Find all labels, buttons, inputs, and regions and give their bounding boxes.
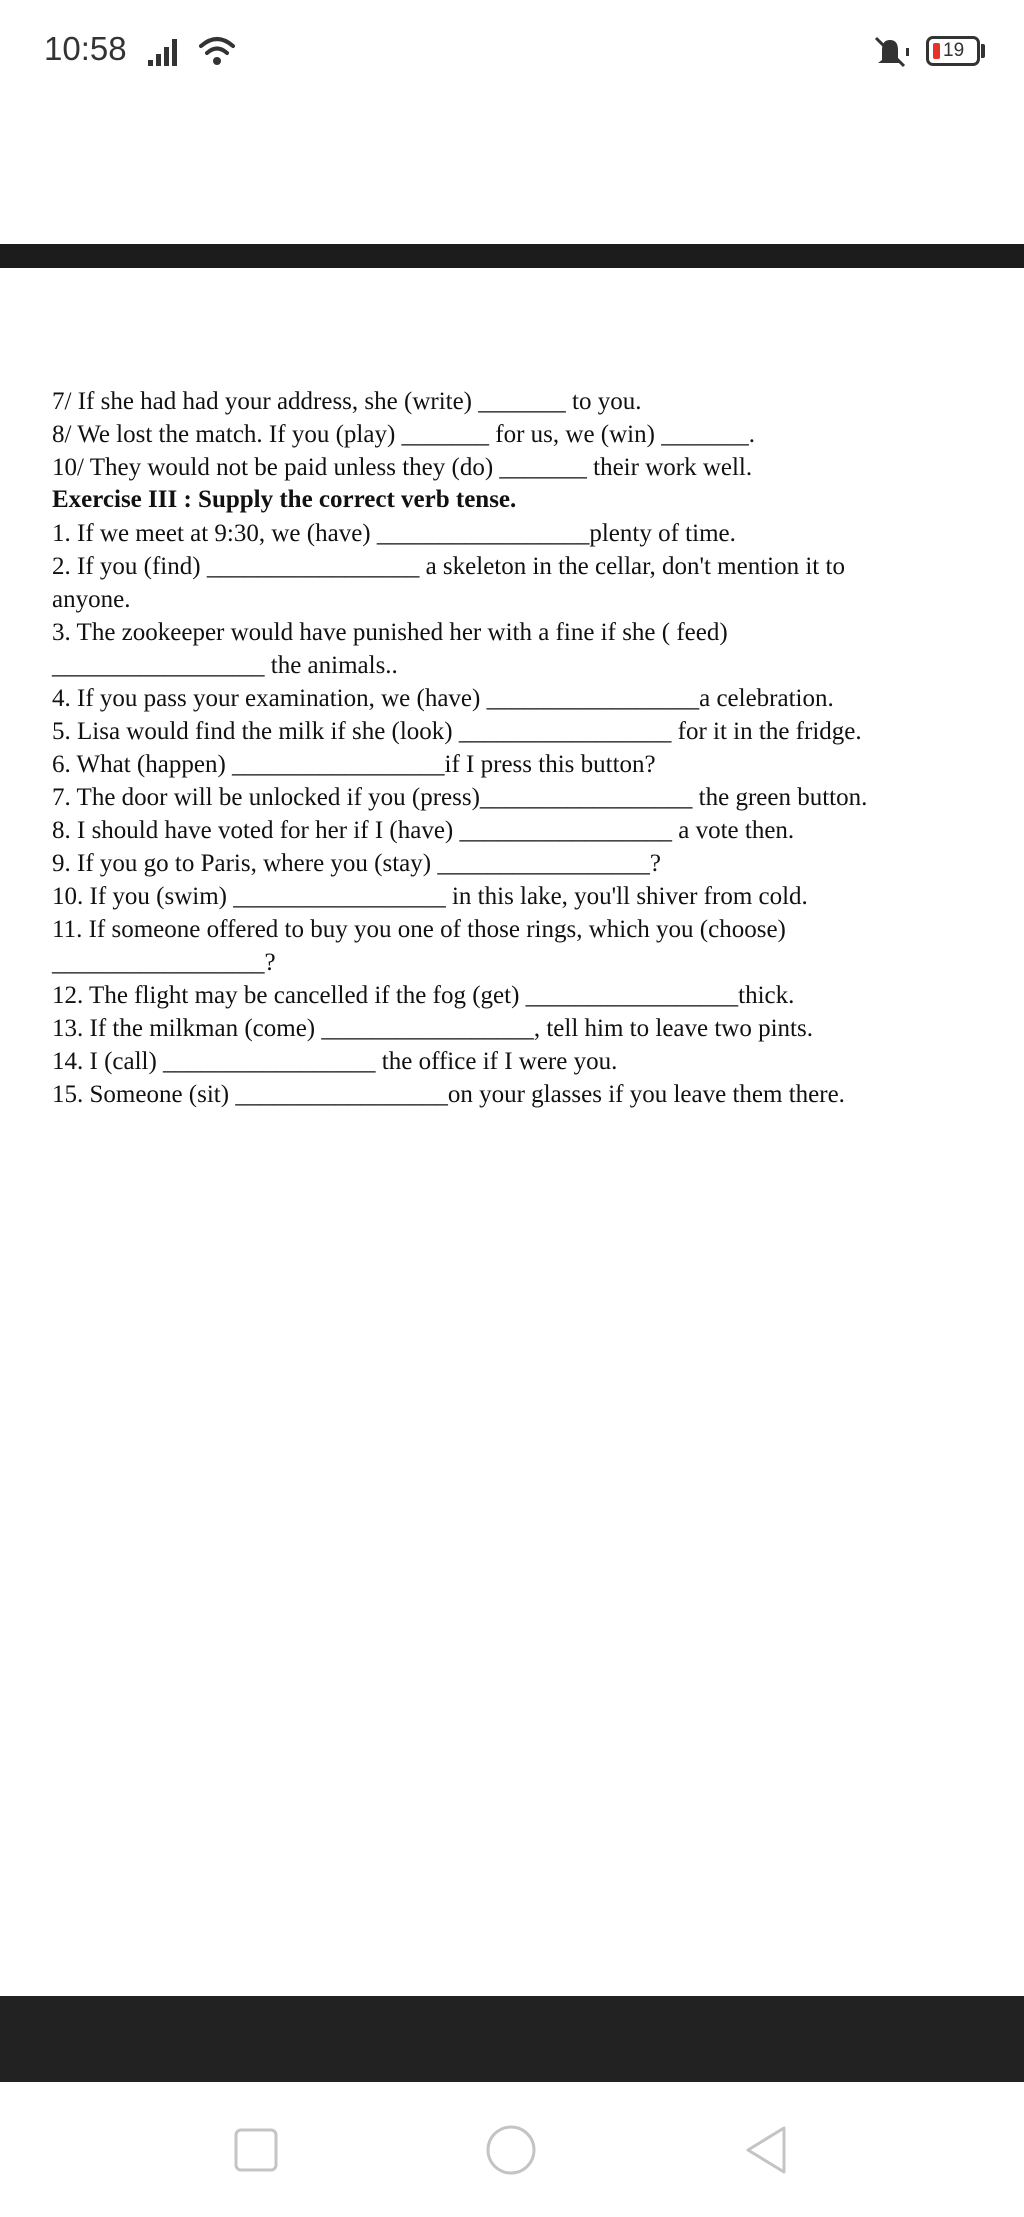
exercise-line: 4. If you pass your examination, we (have) _________________a celebration. bbox=[52, 685, 834, 712]
exercise-line: 15. Someone (sit) _________________on your glasses if you leave them there. bbox=[52, 1081, 845, 1108]
exercise-line: 2. If you (find) _________________ a skeleton in the cellar, don't mention it to bbox=[52, 553, 845, 580]
status-bar bbox=[0, 0, 1024, 104]
exercise-line: 14. I (call) _________________ the office if I were you. bbox=[52, 1048, 618, 1075]
exercise-line: 8/ We lost the match. If you (play) _______ for us, we (win) _______. bbox=[52, 421, 755, 448]
battery-level-fill bbox=[933, 43, 940, 59]
exercise-line: anyone. bbox=[52, 586, 131, 613]
exercise-line: 7/ If she had had your address, she (write) _______ to you. bbox=[52, 388, 642, 415]
battery-tip bbox=[981, 44, 985, 58]
exercise-line: 10/ They would not be paid unless they (do) _______ their work well. bbox=[52, 454, 753, 481]
battery-icon bbox=[926, 36, 980, 66]
recents-square-icon[interactable] bbox=[230, 2124, 282, 2176]
exercise-line: 12. The flight may be cancelled if the fog (get) _________________thick. bbox=[52, 982, 795, 1009]
exercise-line: 13. If the milkman (come) _________________, tell him to leave two pints. bbox=[52, 1015, 813, 1042]
exercise-line: 11. If someone offered to buy you one of those rings, which you (choose) bbox=[52, 916, 786, 943]
exercise-line: 8. I should have voted for her if I (have) _________________ a vote then. bbox=[52, 817, 795, 844]
mute-bell-icon bbox=[868, 34, 912, 70]
exercise-line: _________________? bbox=[52, 949, 276, 976]
wifi-icon bbox=[198, 34, 236, 68]
battery-level-text: 19 bbox=[943, 40, 965, 61]
home-circle-icon[interactable] bbox=[485, 2124, 537, 2176]
exercise-line: _________________ the animals.. bbox=[52, 652, 398, 679]
viewer-bottom-band bbox=[0, 1996, 1024, 2082]
exercise-line: 6. What (happen) _________________if I press this button? bbox=[52, 751, 656, 778]
viewer-top-band bbox=[0, 244, 1024, 268]
exercise-line: 9. If you go to Paris, where you (stay) _________________? bbox=[52, 850, 661, 877]
exercise-line: 5. Lisa would find the milk if she (look) _________________ for it in the fridge. bbox=[52, 718, 862, 745]
back-triangle-icon[interactable] bbox=[740, 2124, 792, 2176]
status-time: 10:58 bbox=[44, 30, 127, 67]
document-page[interactable] bbox=[0, 268, 1024, 1996]
exercise-line: 7. The door will be unlocked if you (press)_________________ the green button. bbox=[52, 784, 868, 811]
signal-icon bbox=[146, 36, 186, 68]
exercise-line: 1. If we meet at 9:30, we (have) _________________plenty of time. bbox=[52, 520, 736, 547]
exercise-line: 10. If you (swim) _________________ in this lake, you'll shiver from cold. bbox=[52, 883, 808, 910]
exercise-line: 3. The zookeeper would have punished her with a fine if she ( feed) bbox=[52, 619, 728, 646]
exercise-heading: Exercise III : Supply the correct verb tense. bbox=[52, 486, 517, 513]
